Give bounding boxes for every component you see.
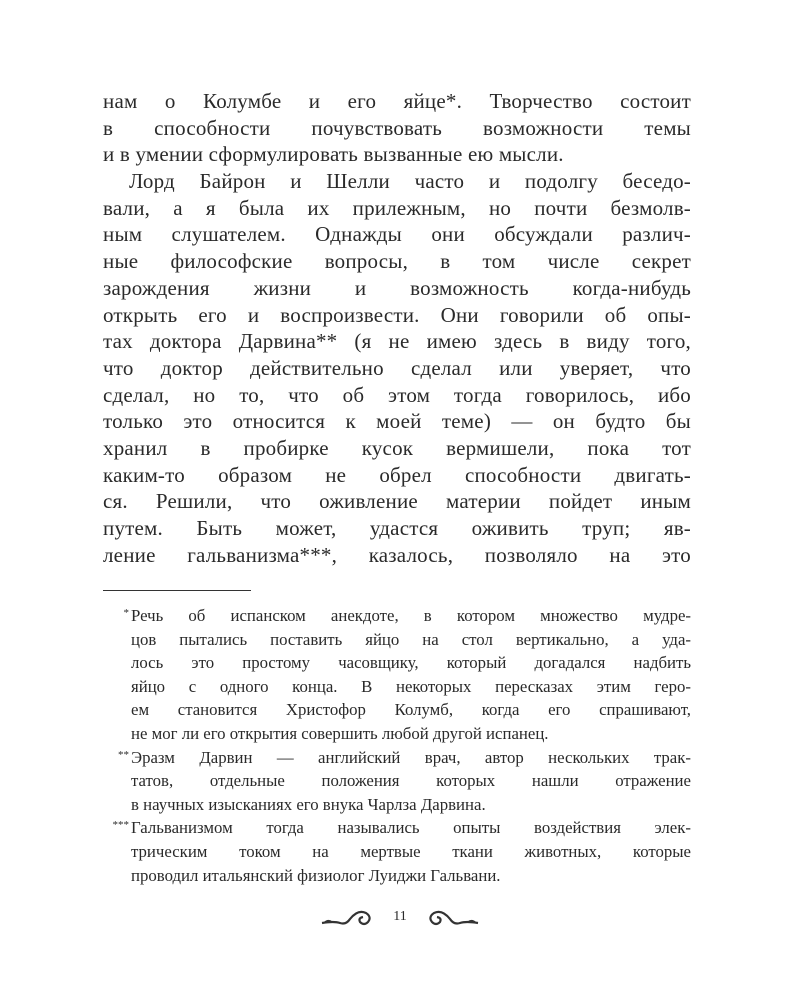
left-ornament-icon	[320, 905, 380, 929]
text-line: что доктор действительно сделал или уверяет, что	[103, 355, 691, 380]
footnote-line: проводил итальянский физиолог Луиджи Гальвани.	[131, 865, 501, 885]
text-line: только это относится к моей теме) — он будто бы	[103, 409, 691, 434]
footnote-line: Речь об испанском анекдоте, в котором множество мудре-	[131, 606, 691, 625]
text-line: сделал, но то, что об этом тогда говорилось, ибо	[103, 382, 691, 407]
text-line: ным слушателем. Однажды они обсуждали различ-	[103, 222, 691, 247]
footnote-line: ем становится Христофор Колумб, когда его спрашивают,	[131, 700, 691, 720]
footnote-line: Эразм Дарвин — английский врач, автор нескольких трак-	[131, 747, 691, 767]
text-line: Лорд Байрон и Шелли часто и подолгу беседо-	[129, 169, 691, 194]
footnote-line: не мог ли его открытия совершить любой другой испанец.	[131, 723, 549, 743]
right-ornament-icon	[420, 905, 480, 929]
footnote-line: трическим током на мертвые ткани животных, которые	[131, 841, 691, 861]
text-line: в способности почувствовать возможности темы	[103, 115, 691, 140]
footnote-marker: *	[123, 607, 129, 619]
text-line: вали, а я была их прилежным, но почти безмолв-	[103, 195, 691, 220]
footnote-line: в научных изысканиях его внука Чарлза Дарвина.	[131, 794, 486, 814]
text-line: хранил в пробирке кусок вермишели, пока тот	[103, 435, 691, 460]
page-footer	[0, 905, 800, 929]
footnote-line: лось это простому часовщику, который догадался надбить	[131, 653, 691, 673]
footnote	[103, 746, 691, 817]
footnote-line: яйцо с одного конца. В некоторых пересказах этим геро-	[131, 676, 691, 696]
footnote-line: цов пытались поставить яйцо на стол вертикально, а уда-	[131, 629, 691, 649]
text-line: и в умении сформулировать вызванные ею мысли.	[103, 142, 564, 167]
footnote-marker: ***	[112, 819, 129, 832]
footnote-marker: **	[118, 748, 129, 761]
page-number: 11	[393, 909, 407, 924]
text-line: нам о Колумбе и его яйце*. Творчество состоит	[103, 89, 691, 113]
text-line: ные философские вопросы, в том числе секрет	[103, 249, 691, 274]
footnote-line: татов, отдельные положения которых нашли отражение	[131, 771, 691, 791]
text-line: тах доктора Дарвина** (я не имею здесь в виду того,	[103, 329, 691, 354]
text-line: каким-то образом не обрел способности двигать-	[103, 462, 691, 487]
text-line: ся. Решили, что оживление материи пойдет иным	[103, 489, 691, 514]
footnote-line: Гальванизмом тогда назывались опыты воздействия элек-	[131, 818, 691, 838]
text-line: зарождения жизни и возможность когда-нибудь	[103, 275, 691, 300]
footnotes	[103, 604, 691, 887]
footnote	[103, 604, 691, 746]
footnote	[103, 816, 691, 887]
text-line: ление гальванизма***, казалось, позволяло на это	[103, 542, 691, 567]
text-line: открыть его и воспроизвести. Они говорили об опы-	[103, 302, 691, 327]
main-text	[103, 88, 691, 568]
text-line: путем. Быть может, удастся оживить труп; яв-	[103, 516, 691, 540]
footnote-divider	[103, 590, 251, 591]
